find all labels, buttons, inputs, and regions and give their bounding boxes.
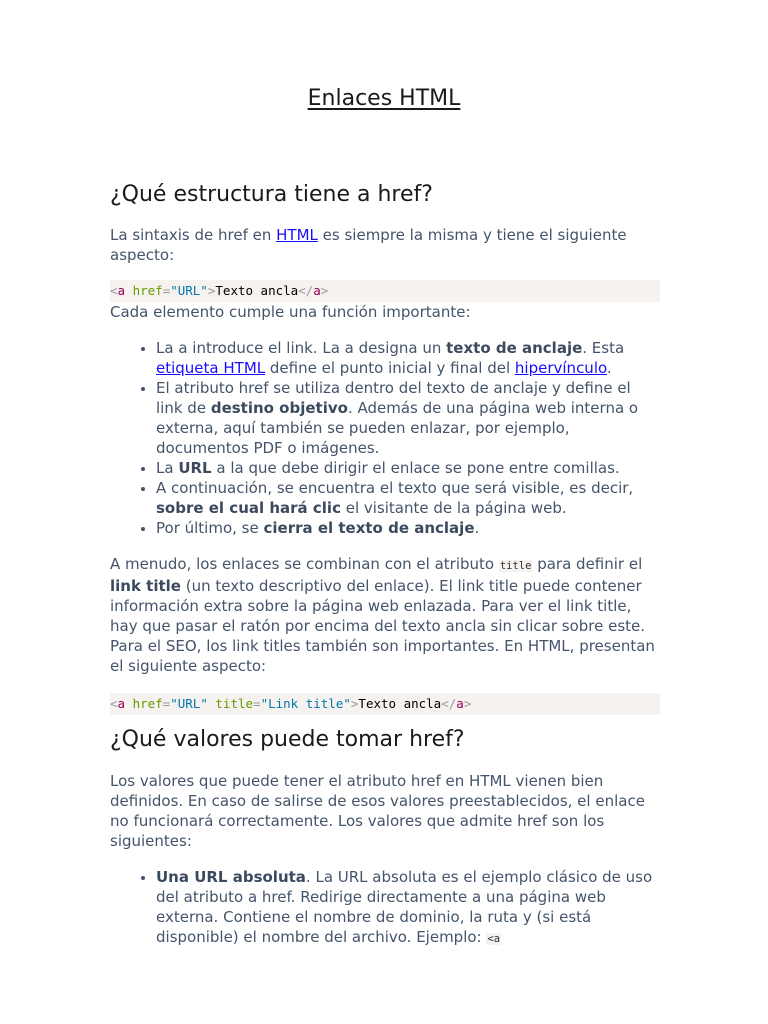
code-token: href	[132, 696, 163, 711]
bold-text: destino objetivo	[210, 399, 348, 417]
code-token: >	[320, 283, 329, 298]
text: . Además de una página web interna o externa, aquí también se pueden enlazar, por ejemplo, documentos PDF o imágenes.	[156, 399, 639, 457]
code-token: </	[441, 696, 457, 711]
text: a la que debe dirigir el enlace se pone entre comillas.	[211, 459, 620, 477]
text: define el punto inicial y final del	[265, 359, 515, 377]
inline-code: <a	[487, 933, 501, 945]
paragraph	[110, 554, 660, 676]
text: (un texto descriptivo del enlace). El link title puede contener información extra sobre la página web enlazada. Para ver el link title, hay que pasar el ratón por encima del texto ancla sin clicar sobre este. Para el SEO, los link titles también son importantes. En HTML, presentan el siguiente aspecto:	[110, 577, 655, 675]
code-token: <	[110, 283, 118, 298]
paragraph: Los valores que puede tener el atributo href en HTML vienen bien definidos. En caso de salirse de esos valores preestablecidos, el enlace no funcionará correctamente. Los valores que admite href son los siguientes:	[110, 772, 645, 850]
text: .	[474, 519, 480, 537]
text: . La URL absoluta es el ejemplo clásico de uso del atributo a href. Redirige directamente a una página web externa. Contiene el nombre de dominio, la ruta y (si está disponible) el nombre del archivo. Ejemplo:	[156, 868, 653, 946]
inline-code: title	[499, 560, 532, 572]
text: Por último, se	[156, 519, 264, 537]
code-token: a	[117, 696, 126, 711]
etiqueta-html-link[interactable]: etiqueta HTML	[156, 359, 266, 377]
code-token: title	[215, 696, 254, 711]
bullet-list	[110, 338, 660, 538]
text: .	[606, 359, 612, 377]
html-link[interactable]: HTML	[276, 226, 318, 244]
code-token: =	[162, 283, 171, 298]
code-token: "URL"	[170, 696, 208, 711]
hipervinculo-link[interactable]: hipervínculo	[514, 359, 607, 377]
code-token: >	[207, 283, 216, 298]
section-heading: ¿Qué valores puede tomar href?	[110, 727, 465, 752]
bullet-list	[110, 867, 660, 949]
page-title: Enlaces HTML	[307, 86, 461, 111]
code-token: <	[110, 696, 118, 711]
code-token: >	[463, 696, 472, 711]
list-item	[156, 458, 660, 478]
code-token: Texto ancla	[358, 696, 442, 711]
text: . Esta	[582, 339, 625, 357]
list-item	[156, 867, 660, 949]
bold-text: URL	[178, 459, 212, 477]
code-token: =	[253, 696, 261, 711]
paragraph: Cada elemento cumple una función importante:	[110, 303, 471, 321]
text: A continuación, se encuentra el texto que será visible, es decir,	[156, 479, 634, 497]
code-token: =	[162, 696, 171, 711]
code-token: href	[132, 283, 163, 298]
code-token: a	[117, 283, 126, 298]
code-token: a	[313, 283, 321, 298]
text: el visitante de la página web.	[340, 499, 567, 517]
section-heading: ¿Qué estructura tiene a href?	[110, 182, 433, 207]
bold-text: link title	[110, 577, 181, 595]
paragraph	[110, 225, 660, 265]
code-token: >	[350, 696, 359, 711]
article-content	[110, 178, 660, 949]
code-token: </	[298, 283, 314, 298]
text: La sintaxis de href en	[110, 226, 277, 244]
text: es siempre la misma y tiene el siguiente aspecto:	[110, 226, 627, 264]
list-item	[156, 518, 660, 538]
list-item	[156, 338, 660, 378]
list-item	[156, 478, 660, 518]
text: El atributo href se utiliza dentro del texto de anclaje y define el link de	[156, 379, 631, 417]
code-token: "URL"	[170, 283, 208, 298]
text: para definir el	[532, 555, 643, 573]
code-token: a	[456, 696, 464, 711]
bold-text: texto de anclaje	[446, 339, 583, 357]
bold-text: cierra el texto de anclaje	[263, 519, 475, 537]
code-token: Texto ancla	[215, 283, 299, 298]
text: A menudo, los enlaces se combinan con el atributo	[110, 555, 499, 573]
text: La	[156, 459, 179, 477]
code-token: "Link title"	[260, 696, 351, 711]
code-block	[110, 693, 660, 715]
bold-text: Una URL absoluta	[156, 868, 306, 886]
code-block	[110, 280, 660, 302]
list-item	[156, 378, 660, 458]
text: La a introduce el link. La a designa un	[156, 339, 447, 357]
bold-text: sobre el cual hará clic	[156, 499, 341, 517]
